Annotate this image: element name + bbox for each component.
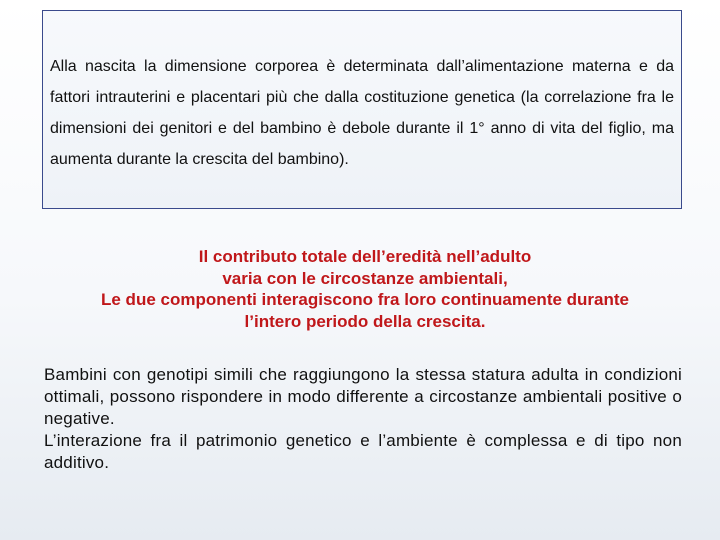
highlight-line-4: l’intero periodo della crescita. [244,311,486,331]
body-paragraph-interaction: L’interazione fra il patrimonio genetico e l’ambiente è complessa e di tipo non additivo. [44,431,682,472]
body-text [44,364,682,474]
highlight-statement [40,246,690,332]
highlight-line-3: Le due componenti interagiscono fra loro continuamente durante [101,290,629,309]
body-paragraph-genotypes: Bambini con genotipi simili che raggiungono la stessa statura adulta in condizioni ottimali, possono rispondere in modo differente a circostanze ambientali positive o negative. [44,365,682,428]
highlight-line-2: varia con le circostanze ambientali, [222,268,508,288]
intro-text-box [42,10,682,209]
highlight-line-1: Il contributo totale dell’eredità nell’adulto [198,247,532,266]
intro-paragraph: Alla nascita la dimensione corporea è determinata dall’alimentazione materna e da fattori intrauterini e placentari più che dalla costituzione genetica (la correlazione fra le dimensioni dei genitori e del bambino è debole durante il 1° anno di vita del figlio, ma aumenta durante la crescita del bambino). [50,58,674,168]
